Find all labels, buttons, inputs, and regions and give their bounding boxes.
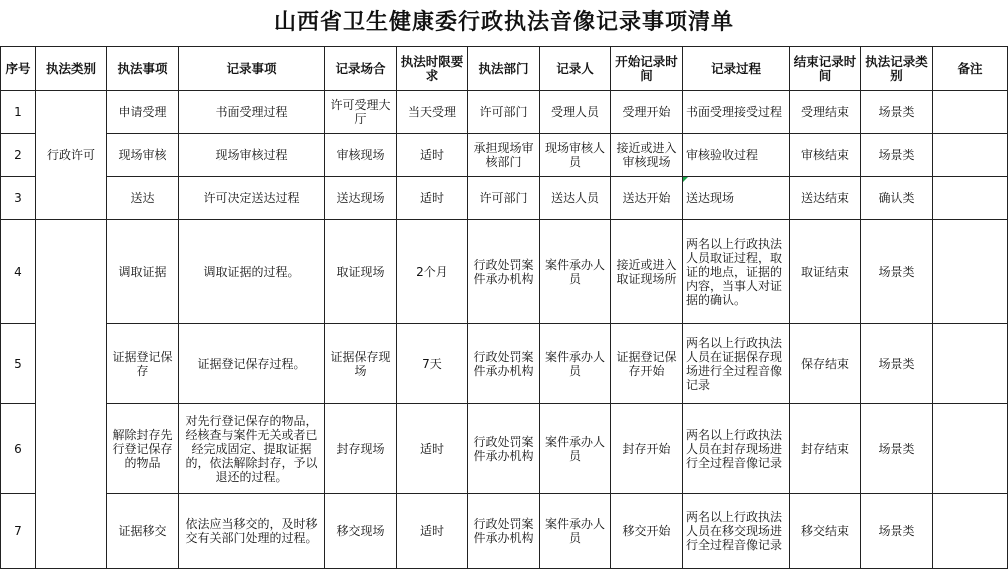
cell-recorder: 案件承办人员 [540, 324, 611, 404]
cell-dept: 行政处罚案件承办机构 [468, 494, 540, 569]
cell-process: 书面受理接受过程 [683, 91, 790, 134]
cell-occasion: 审核现场 [325, 134, 397, 177]
cell-time-limit: 当天受理 [397, 91, 468, 134]
cell-no: 3 [1, 177, 36, 220]
cell-type: 场景类 [861, 494, 933, 569]
cell-item: 证据移交 [107, 494, 179, 569]
cell-no: 6 [1, 404, 36, 494]
header-occasion: 记录场合 [325, 47, 397, 91]
cell-end: 封存结束 [790, 404, 861, 494]
cell-type: 场景类 [861, 404, 933, 494]
cell-process: 审核验收过程 [683, 134, 790, 177]
cell-item: 调取证据 [107, 220, 179, 324]
header-item: 执法事项 [107, 47, 179, 91]
cell-dept: 许可部门 [468, 91, 540, 134]
cell-dept: 行政处罚案件承办机构 [468, 404, 540, 494]
cell-start: 受理开始 [611, 91, 683, 134]
cell-recorder: 案件承办人员 [540, 494, 611, 569]
header-start: 开始记录时间 [611, 47, 683, 91]
cell-time-limit: 2个月 [397, 220, 468, 324]
cell-time-limit: 适时 [397, 404, 468, 494]
cell-no: 4 [1, 220, 36, 324]
cell-note [933, 220, 1008, 324]
cell-occasion: 送达现场 [325, 177, 397, 220]
cell-category [36, 220, 107, 569]
cell-note [933, 177, 1008, 220]
cell-occasion: 许可受理大厅 [325, 91, 397, 134]
header-process: 记录过程 [683, 47, 790, 91]
cell-occasion: 证据保存现场 [325, 324, 397, 404]
table-row [1, 404, 1008, 494]
header-no: 序号 [1, 47, 36, 91]
cell-start: 移交开始 [611, 494, 683, 569]
cell-end: 移交结束 [790, 494, 861, 569]
cell-dept: 行政处罚案件承办机构 [468, 220, 540, 324]
cell-record-item: 调取证据的过程。 [179, 220, 325, 324]
cell-no: 5 [1, 324, 36, 404]
header-category: 执法类别 [36, 47, 107, 91]
cell-item: 现场审核 [107, 134, 179, 177]
cell-item: 证据登记保存 [107, 324, 179, 404]
cell-end: 送达结束 [790, 177, 861, 220]
cell-dept: 行政处罚案件承办机构 [468, 324, 540, 404]
header-note: 备注 [933, 47, 1008, 91]
cell-end: 保存结束 [790, 324, 861, 404]
cell-category: 行政许可 [36, 91, 107, 220]
cell-recorder: 案件承办人员 [540, 220, 611, 324]
table-row [1, 177, 1008, 220]
header-time-limit: 执法时限要求 [397, 47, 468, 91]
header-end: 结束记录时间 [790, 47, 861, 91]
cell-time-limit: 适时 [397, 177, 468, 220]
cell-time-limit: 适时 [397, 134, 468, 177]
cell-end: 取证结束 [790, 220, 861, 324]
cell-no: 1 [1, 91, 36, 134]
cell-end: 审核结束 [790, 134, 861, 177]
cell-start: 封存开始 [611, 404, 683, 494]
cell-process: 送达现场 [683, 177, 790, 220]
header-type: 执法记录类别 [861, 47, 933, 91]
cell-record-item: 许可决定送达过程 [179, 177, 325, 220]
cell-item: 送达 [107, 177, 179, 220]
cell-note [933, 324, 1008, 404]
cell-no: 2 [1, 134, 36, 177]
cell-note [933, 404, 1008, 494]
cell-occasion: 取证现场 [325, 220, 397, 324]
table-row [1, 494, 1008, 569]
table-row [1, 220, 1008, 324]
cell-start: 接近或进入取证现场所 [611, 220, 683, 324]
cell-dept: 许可部门 [468, 177, 540, 220]
cell-record-item: 现场审核过程 [179, 134, 325, 177]
cell-record-item: 证据登记保存过程。 [179, 324, 325, 404]
cell-note [933, 494, 1008, 569]
cell-type: 场景类 [861, 220, 933, 324]
table-row [1, 91, 1008, 134]
table-row [1, 134, 1008, 177]
cell-type: 场景类 [861, 91, 933, 134]
cell-note [933, 91, 1008, 134]
enforcement-table [0, 46, 1008, 569]
cell-type: 场景类 [861, 324, 933, 404]
cell-no: 7 [1, 494, 36, 569]
cell-end: 受理结束 [790, 91, 861, 134]
cell-start: 送达开始 [611, 177, 683, 220]
cell-record-item: 书面受理过程 [179, 91, 325, 134]
cell-recorder: 受理人员 [540, 91, 611, 134]
cell-recorder: 现场审核人员 [540, 134, 611, 177]
cell-time-limit: 7天 [397, 324, 468, 404]
header-dept: 执法部门 [468, 47, 540, 91]
cell-process: 两名以上行政执法人员取证过程，取证的地点，证据的内容，当事人对证据的确认。 [683, 220, 790, 324]
header-record-item: 记录事项 [179, 47, 325, 91]
cell-start: 接近或进入审核现场 [611, 134, 683, 177]
cell-dept: 承担现场审核部门 [468, 134, 540, 177]
cell-recorder: 案件承办人员 [540, 404, 611, 494]
cell-record-item: 对先行登记保存的物品，经核查与案件无关或者已经完成固定、提取证据的，依法解除封存，予以退还的过程。 [179, 404, 325, 494]
cell-occasion: 封存现场 [325, 404, 397, 494]
cell-time-limit: 适时 [397, 494, 468, 569]
cell-note [933, 134, 1008, 177]
cell-process: 两名以上行政执法人员在移交现场进行全过程音像记录 [683, 494, 790, 569]
cell-process: 两名以上行政执法人员在证据保存现场进行全过程音像记录 [683, 324, 790, 404]
header-recorder: 记录人 [540, 47, 611, 91]
cell-occasion: 移交现场 [325, 494, 397, 569]
cell-recorder: 送达人员 [540, 177, 611, 220]
header-row [1, 47, 1008, 91]
cell-item: 申请受理 [107, 91, 179, 134]
cell-type: 确认类 [861, 177, 933, 220]
cell-type: 场景类 [861, 134, 933, 177]
page-title: 山西省卫生健康委行政执法音像记录事项清单 [273, 10, 734, 35]
table-row [1, 324, 1008, 404]
cell-process: 两名以上行政执法人员在封存现场进行全过程音像记录 [683, 404, 790, 494]
cell-item: 解除封存先行登记保存的物品 [107, 404, 179, 494]
cell-start: 证据登记保存开始 [611, 324, 683, 404]
cell-record-item: 依法应当移交的，及时移交有关部门处理的过程。 [179, 494, 325, 569]
